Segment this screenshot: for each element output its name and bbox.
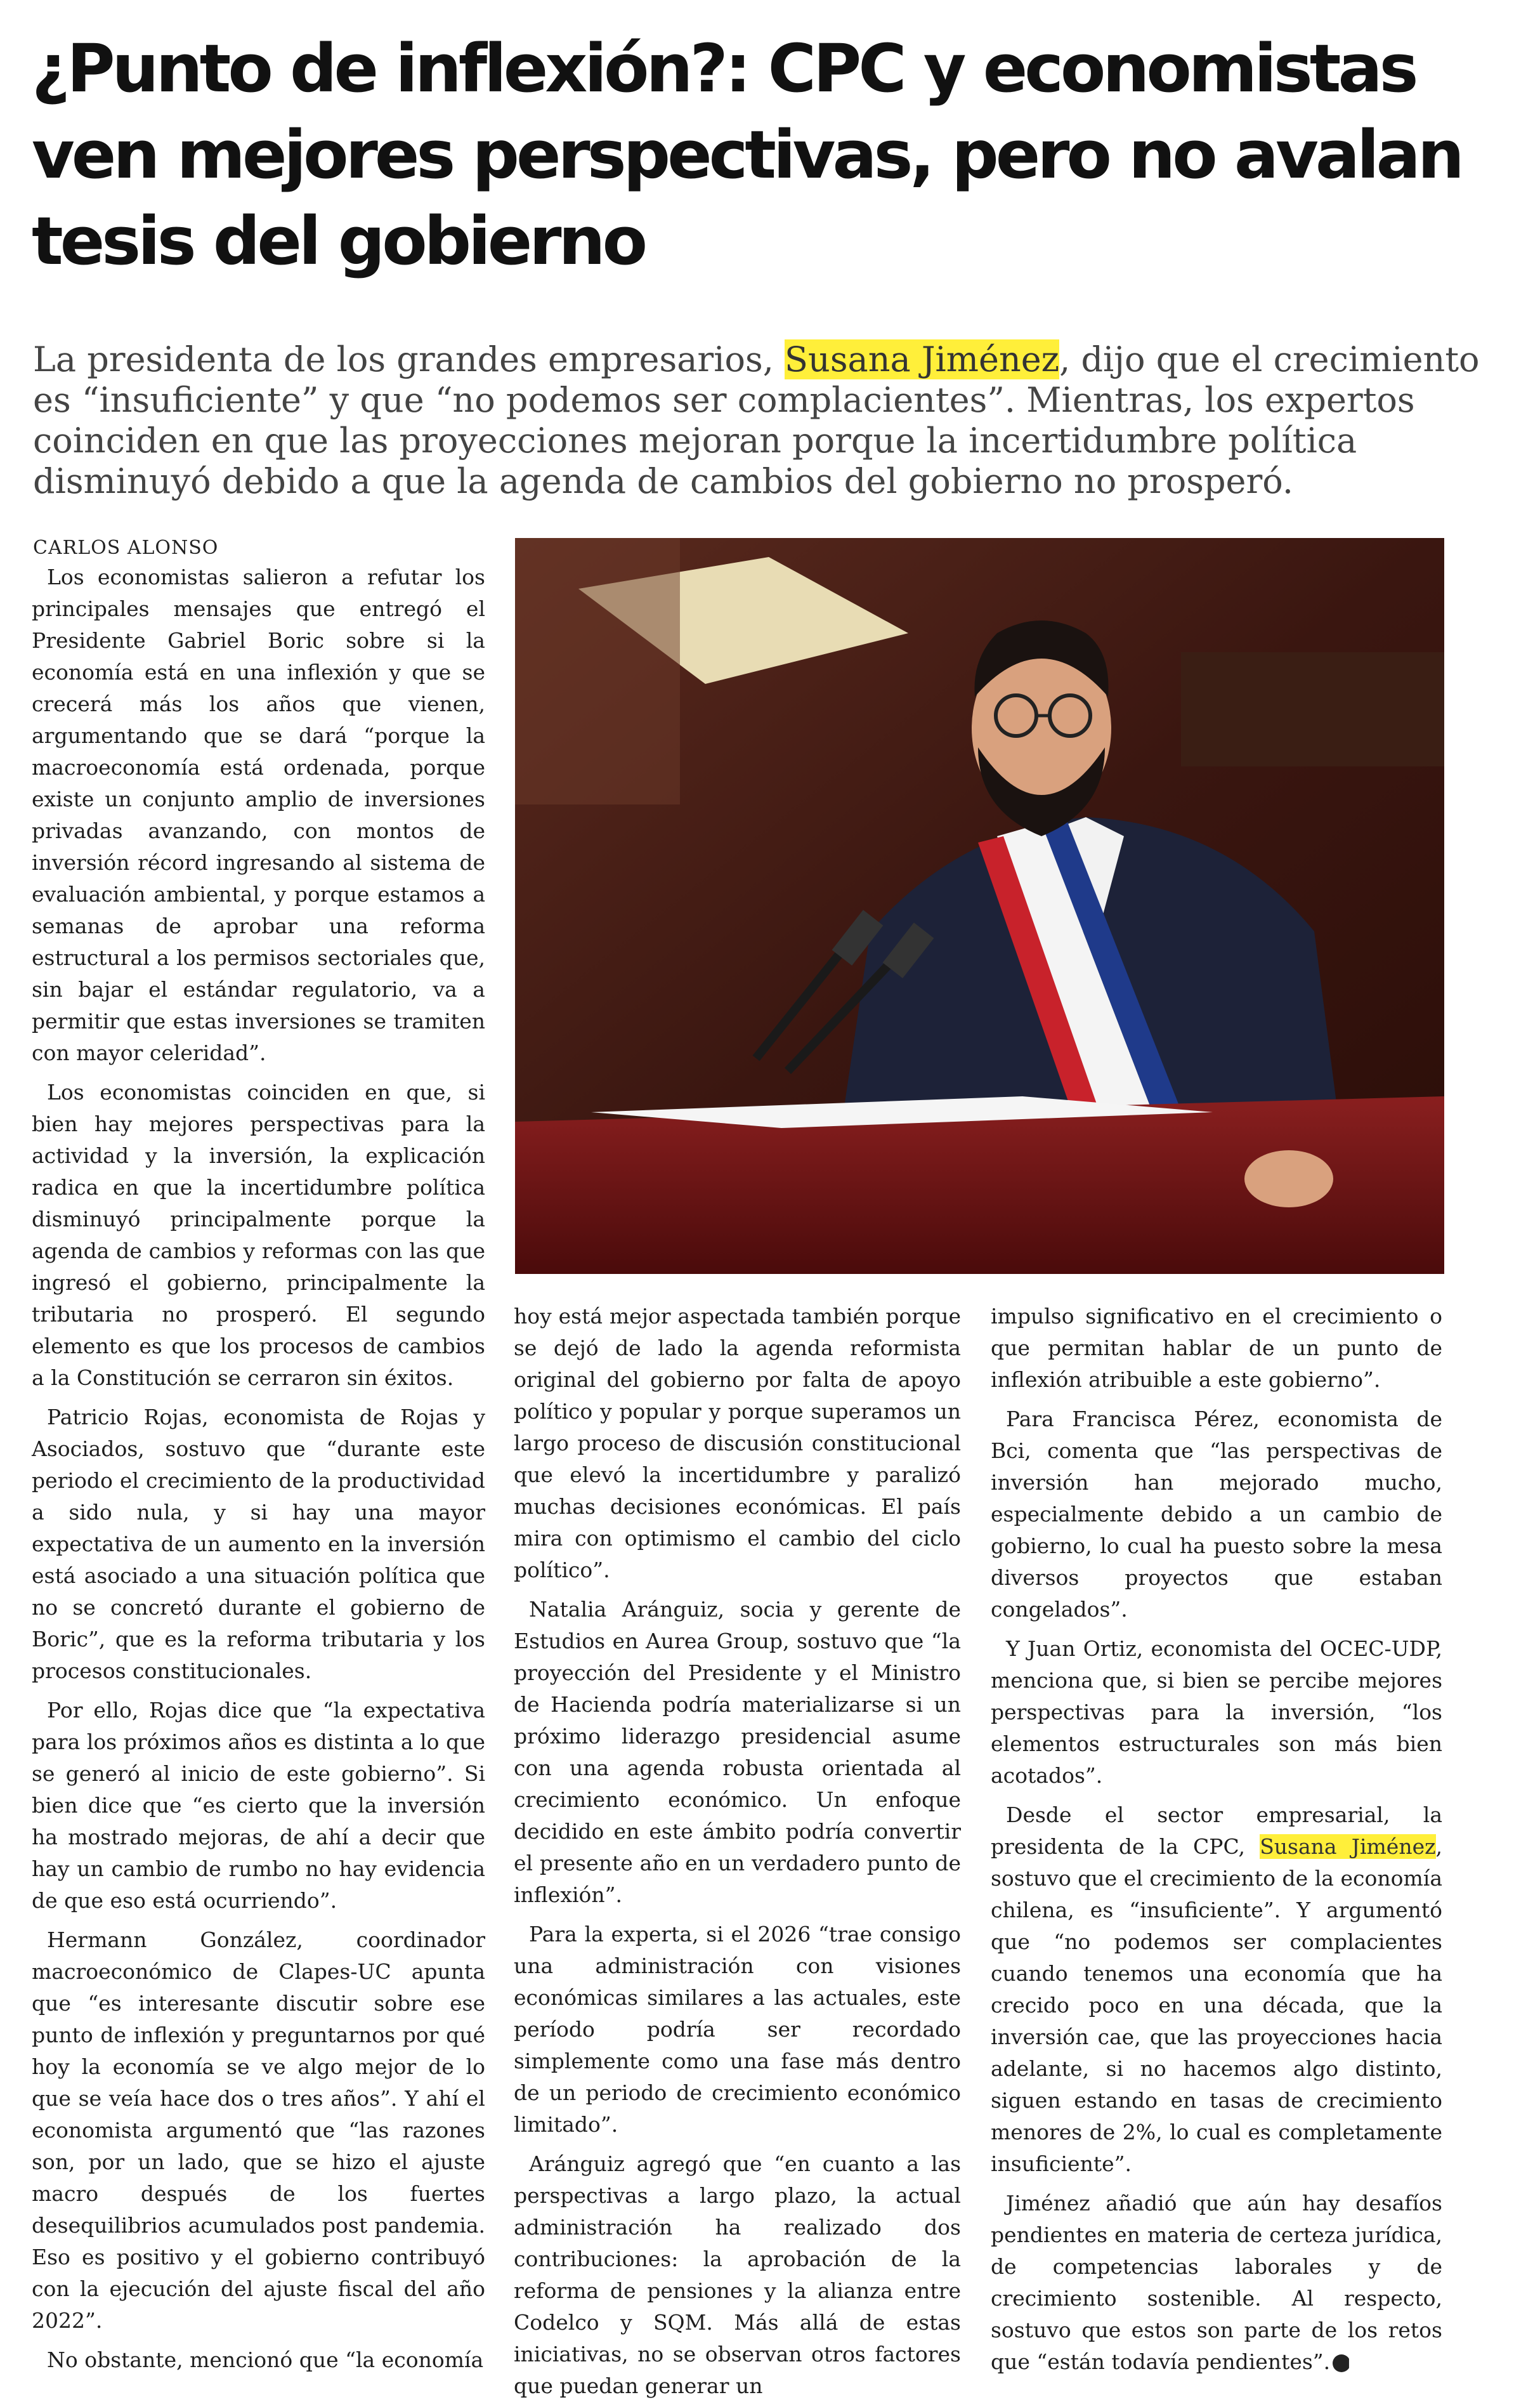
paragraph-text: Jiménez añadió que aún hay desafíos pendientes en materia de certeza jurídica, de competencias laborales y de crecimiento sostenible. Al respecto, sostuvo que estos son parte de los retos que “están todavía pendientes”.: [991, 2191, 1442, 2374]
deck-highlight-name: Susana Jiménez: [785, 339, 1060, 379]
end-mark-icon: P: [1333, 2354, 1350, 2372]
column-1: [32, 561, 485, 2372]
paragraph: Y Juan Ortiz, economista del OCEC-UDP, menciona que, si bien se percibe mejores perspectivas para la inversión, “los elementos estructurales son más bien acotados”.: [991, 1636, 1442, 1788]
headline: ¿Punto de inflexión?: CPC y economistas ven mejores perspectivas, pero no avalan tesis del gobierno: [32, 30, 1461, 280]
paragraph: [991, 2188, 1442, 2378]
paragraph: hoy está mejor aspectada también porque se dejó de lado la agenda reformista original del gobierno por falta de apoyo político y popular y porque superamos un largo proceso de discusión constitucional que elevó la incertidumbre y paralizó muchas decisiones económicas. El país mira con optimismo el cambio del ciclo político”.: [514, 1304, 961, 1582]
paragraph: impulso significativo en el crecimiento o que permitan hablar de un punto de inflexión atribuible a este gobierno”.: [991, 1304, 1442, 1392]
paragraph: Natalia Aránguiz, socia y gerente de Estudios en Aurea Group, sostuvo que “la proyección del Presidente y el Ministro de Hacienda podría materializarse si un próximo liderazgo presidencial asume con una agenda robusta orientada al crecimiento económico. Un enfoque decidido en este ámbito podría convertir el presente año en un verdadero punto de inflexión”.: [514, 1597, 961, 1907]
paragraph: No obstante, mencionó que “la economía: [47, 2347, 484, 2372]
paragraph: Para Francisca Pérez, economista de Bci, comenta que “las perspectivas de inversión han mejorado mucho, especialmente debido a un cambio de gobierno, lo cual ha puesto sobre la mesa diversos proyectos que estaban congelados”.: [991, 1407, 1442, 1622]
paragraph: Los economistas salieron a refutar los principales mensajes que entregó el Presidente Gabriel Boric sobre si la economía está en una inflexión y que se crecerá más los años que vienen, argumentando que se dará “porque la macroeconomía está ordenada, porque existe un conjunto amplio de inversiones privadas avanzando, con montos de inversión récord ingresando al sistema de evaluación ambiental, y porque estamos a semanas de aprobar una reforma estructural a los permisos sectoriales que, sin bajar el estándar regulatorio, va a permitir que estas inversiones se tramiten con mayor celeridad”.: [32, 565, 485, 1065]
paragraph: Patricio Rojas, economista de Rojas y Asociados, sostuvo que “durante este periodo el crecimiento de la productividad a sido nula, y si hay una mayor expectativa de un aumento en la inversión está asociado a una situación política que no se concretó durante el gobierno de Boric”, que es la reforma tributaria y los procesos constitucionales.: [32, 1405, 485, 1683]
paragraph: Los economistas coinciden en que, si bien hay mejores perspectivas para la actividad y la inversión, la explicación radica en que la incertidumbre política disminuyó principalmente porque la agenda de cambios y reformas con las que ingresó el gobierno, principalmente la tributaria no prosperó. El segundo elemento es que los procesos de cambios a la Constitución se cerraron sin éxitos.: [32, 1080, 485, 1390]
paragraph: Aránguiz agregó que “en cuanto a las perspectivas a largo plazo, la actual administración ha realizado dos contribuciones: la aprobación de la reforma de pensiones y la alianza entre Codelco y SQM. Más allá de estas iniciativas, no se observan otros factores que puedan generar un: [514, 2151, 961, 2398]
deck: [33, 339, 1511, 502]
deck-text-2: , dijo que el crecimiento es “insuficiente” y que “no podemos ser complacientes”. Mientras, los expertos coinciden en que las proyecciones mejoran porque la incertidumbre política disminuyó debido a que la agenda de cambios del gobierno no prosperó.: [33, 339, 1480, 501]
paragraph: Por ello, Rojas dice que “la expectativa para los próximos años es distinta a lo que se generó al inicio de este gobierno”. Si bien dice que “es cierto que la inversión ha mostrado mejoras, de ahí a decir que hay un cambio de rumbo no hay evidencia de que eso está ocurriendo”.: [32, 1698, 485, 1913]
paragraph: Para la experta, si el 2026 “trae consigo una administración con visiones económicas similares a las actuales, este período podría ser recordado simplemente como una fase más dentro de un periodo de crecimiento económico limitado”.: [514, 1922, 961, 2137]
deck-text-1: La presidenta de los grandes empresarios,: [33, 339, 785, 379]
byline: CARLOS ALONSO: [33, 537, 219, 559]
column-3: [991, 1301, 1442, 2374]
paragraph-text: Desde el sector empresarial, la presidenta de la CPC,: [991, 1802, 1442, 1859]
column-2: [514, 1301, 961, 2398]
photo-president-speech: [515, 538, 1444, 1274]
paragraph: [991, 1799, 1442, 2180]
paragraph-text: , sostuvo que el crecimiento de la economía chilena, es “insuficiente”. Y argumentó que “no podemos ser complacientes cuando tenemos una economía que ha crecido poco en una década, que la inversión cae, que las proyecciones hacia adelante, si no hacemos algo distinto, siguen estando en tasas de crecimiento menores de 2%, lo cual es completamente insuficiente”.: [991, 1834, 1442, 2176]
paragraph: Hermann González, coordinador macroeconómico de Clapes-UC apunta que “es interesante discutir sobre ese punto de inflexión y preguntarnos por qué hoy la economía se ve algo mejor de lo que se veía hace dos o tres años”. Y ahí el economista argumentó que “las razones son, por un lado, que se hizo el ajuste macro después de los fuertes desequilibrios acumulados post pandemia. Eso es positivo y el gobierno contribuyó con la ejecución del ajuste fiscal del año 2022”.: [32, 1927, 485, 2333]
highlight-name: Susana Jiménez: [1260, 1834, 1436, 1859]
